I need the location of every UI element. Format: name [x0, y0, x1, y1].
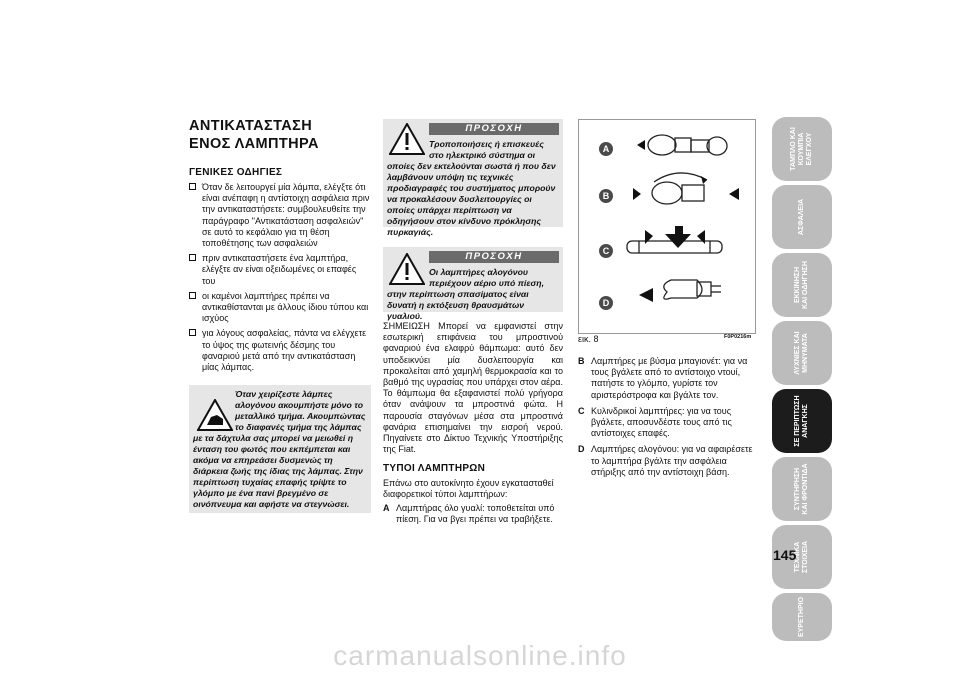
- list-item: C Κυλινδρικοί λαμπτήρες: για να τους βγάλετε, αποσυνδέστε τους από τις αντίστοιχες επαφές.: [578, 405, 732, 439]
- bullet-item: για λόγους ασφαλείας, πάντα να ελέγχετε το ύψος της φωτεινής δέσμης του φαναριού μετά από την αντικατάσταση μίας λάμπας.: [189, 328, 371, 373]
- warning-text: Οι λαμπτήρες αλογόνου περιέχουν αέριο υπό πίεση, στην περίπτωση σπασίματος είναι δυνατή η εκτόξευση θραυσμάτων γυαλιού.: [387, 267, 544, 321]
- bullet-item: Όταν δε λειτουργεί μία λάμπα, ελέγξτε ότι είναι ανέπαφη η αντίστοιχη ασφάλεια πριν την αντικαταστήσετε: συμβουλευθείτε την παράγραφο "Αντικατάσταση ασφαλειών" σε αυτό το κεφάλαιο για τη θέση τοποθέτησης των ασφαλειών: [189, 182, 371, 249]
- marker-b: B: [599, 189, 613, 203]
- checkbox-bullet-icon: [189, 183, 196, 190]
- caution-box: [189, 385, 371, 513]
- tab-dashboard-controls[interactable]: ΤΑΜΠΛΟ ΚΑΙ ΚΟΥΜΠΙΑ ΕΛΕΓΧΟΥ: [772, 117, 832, 181]
- bullet-item: πριν αντικαταστήσετε ένα λαμπτήρα, ελέγξτε αν είναι οξειδωμένες οι επαφές του: [189, 253, 371, 287]
- watermark: carmanualsonline.info: [333, 640, 627, 671]
- title-line-1: ΑΝΤΙΚΑΤΑΣΤΑΣΗ: [189, 118, 313, 134]
- list-item: B Λαμπτήρες με βύσμα μπαγιονέτ: για να τους βγάλετε από το αντίστοιχο ντουί, πατήστε το γλόμπο, γυρίστε τον αριστερόστροφα και βγάλτε τον.: [578, 356, 748, 400]
- list-item: A Λαμπτήρας όλο γυαλί: τοποθετείται υπό πίεση. Για να βγει πρέπει να τραβήξετε.: [383, 503, 555, 525]
- marker-c: C: [599, 244, 613, 258]
- tab-technical-specs[interactable]: ΤΕΧΝΙΚΑ ΣΤΟΙΧΕΙΑ: [772, 525, 832, 589]
- note-paragraph: ΣΗΜΕΙΩΣΗ Μπορεί να εμφανιστεί στην εσωτερική επιφάνεια του μπροστινού φαναριού ένα ελαφρύ θάμπωμα: αυτό δεν υποδεικνύει μία δυσλειτουργία και προκαλείται από χαμηλή θερμοκρασία και το βαθμό της υγρασίας που υπάρχει στον αέρα. Το θάμπωμα θα εξαφανιστεί πολύ γρήγορα όταν ανάψουν τα μπροστινά φώτα. Η παρουσία σταγόνων μέσα στα μπροστινά φανάρια επισημαίνει την εισροή νερού. Πηγαίνετε στο Δίκτυο Τεχνικής Υποστήριξης της Fiat.: [383, 321, 563, 455]
- tab-emergency[interactable]: ΣΕ ΠΕΡΙΠΤΩΣΗ ΑΝΑΓΚΗΣ: [772, 389, 832, 453]
- bulb-types-list: [578, 356, 756, 483]
- general-bullets: [189, 182, 371, 377]
- tab-starting-driving[interactable]: ΕΚΚΙΝΗΣΗ ΚΑΙ ΟΔΗΓΗΣΗ: [772, 253, 832, 317]
- page-title: [189, 117, 379, 153]
- list-item: D Λαμπτήρες αλογόνου: για να αφαιρέσετε το λαμπτήρα βγάλτε την ασφάλεια στήριξης από την αντίστοιχη βάση.: [578, 444, 753, 477]
- types-heading: ΤΥΠΟΙ ΛΑΜΠΤΗΡΩΝ: [383, 463, 486, 474]
- figure-caption: εικ. 8: [578, 334, 599, 344]
- warning-box-electrical: [383, 119, 563, 237]
- tab-lights-messages[interactable]: ΛΥΧΝΙΕΣ ΚΑΙ ΜΗΝΥΜΑΤΑ: [772, 321, 832, 385]
- caution-text: Όταν χειρίζεστε λάμπες αλογόνου ακουμπήστε μόνο το μεταλλικό τμήμα. Ακουμπώντας το διαφανές τμήμα της λάμπας με τα δάχτυλα σας μπορεί να μειωθεί η ένταση του φωτός που εκπέμπεται και ακόμα να επηρεάσει δυσμενώς τη διάρκεια ζωής της ίδιας της λάμπας. Στην περίπτωση τυχαίας επαφής τρίψτε το γλόμπο με ένα πανί βρεγμένο σε οινόπνευμα και αφήστε να στεγνώσει.: [193, 389, 366, 509]
- warning-box-halogen: [383, 247, 563, 321]
- checkbox-bullet-icon: [189, 292, 196, 299]
- figure-code: F0P0216m: [724, 334, 752, 340]
- tab-maintenance[interactable]: ΣΥΝΤΗΡΗΣΗ ΚΑΙ ΦΡΟΝΤΙΔΑ: [772, 457, 832, 521]
- marker-a: A: [599, 142, 613, 156]
- wedge-bulb-icon: [648, 135, 727, 155]
- checkbox-bullet-icon: [189, 329, 196, 336]
- tab-index[interactable]: ΕΥΡΕΤΗΡΙΟ: [772, 593, 832, 641]
- title-line-2: ΕΝΟΣ ΛΑΜΠΤΗΡΑ: [189, 136, 319, 152]
- bullet-item: οι καμένοι λαμπτήρες πρέπει να αντικαθίστανται με άλλους ίδιου τύπου και ισχύος: [189, 291, 371, 325]
- bulb-illustrations: [579, 120, 755, 333]
- checkbox-bullet-icon: [189, 254, 196, 261]
- warning-text: Τροποποιήσεις ή επισκευές στο ηλεκτρικό σύστημα οι οποίες δεν εκτελούνται σωστά ή που δεν λαμβάνουν υπόψη τις τεχνικές προδιαγραφές του συστήματος μπορούν να προκαλέσουν δυσλειτουργίες οι οποίες υπάρχει περίπτωση να οδηγήσουν στον κίνδυνο πρόκλησης πυρκαγιάς.: [387, 139, 556, 237]
- page-number: 145: [773, 547, 797, 563]
- warning-header: ΠΡΟΣΟΧΗ: [429, 251, 559, 263]
- tab-safety[interactable]: ΑΣΦΑΛΕΙΑ: [772, 185, 832, 249]
- marker-d: D: [599, 296, 613, 310]
- general-heading: ΓΕΝΙΚΕΣ ΟΔΗΓΙΕΣ: [189, 167, 283, 178]
- bulb-types-figure: [578, 119, 756, 334]
- warning-header: ΠΡΟΣΟΧΗ: [429, 123, 559, 135]
- type-item-a: [383, 503, 563, 530]
- types-intro: Επάνω στο αυτοκίνητο έχουν εγκατασταθεί διαφορετικοί τύποι λαμπτήρων:: [383, 478, 554, 500]
